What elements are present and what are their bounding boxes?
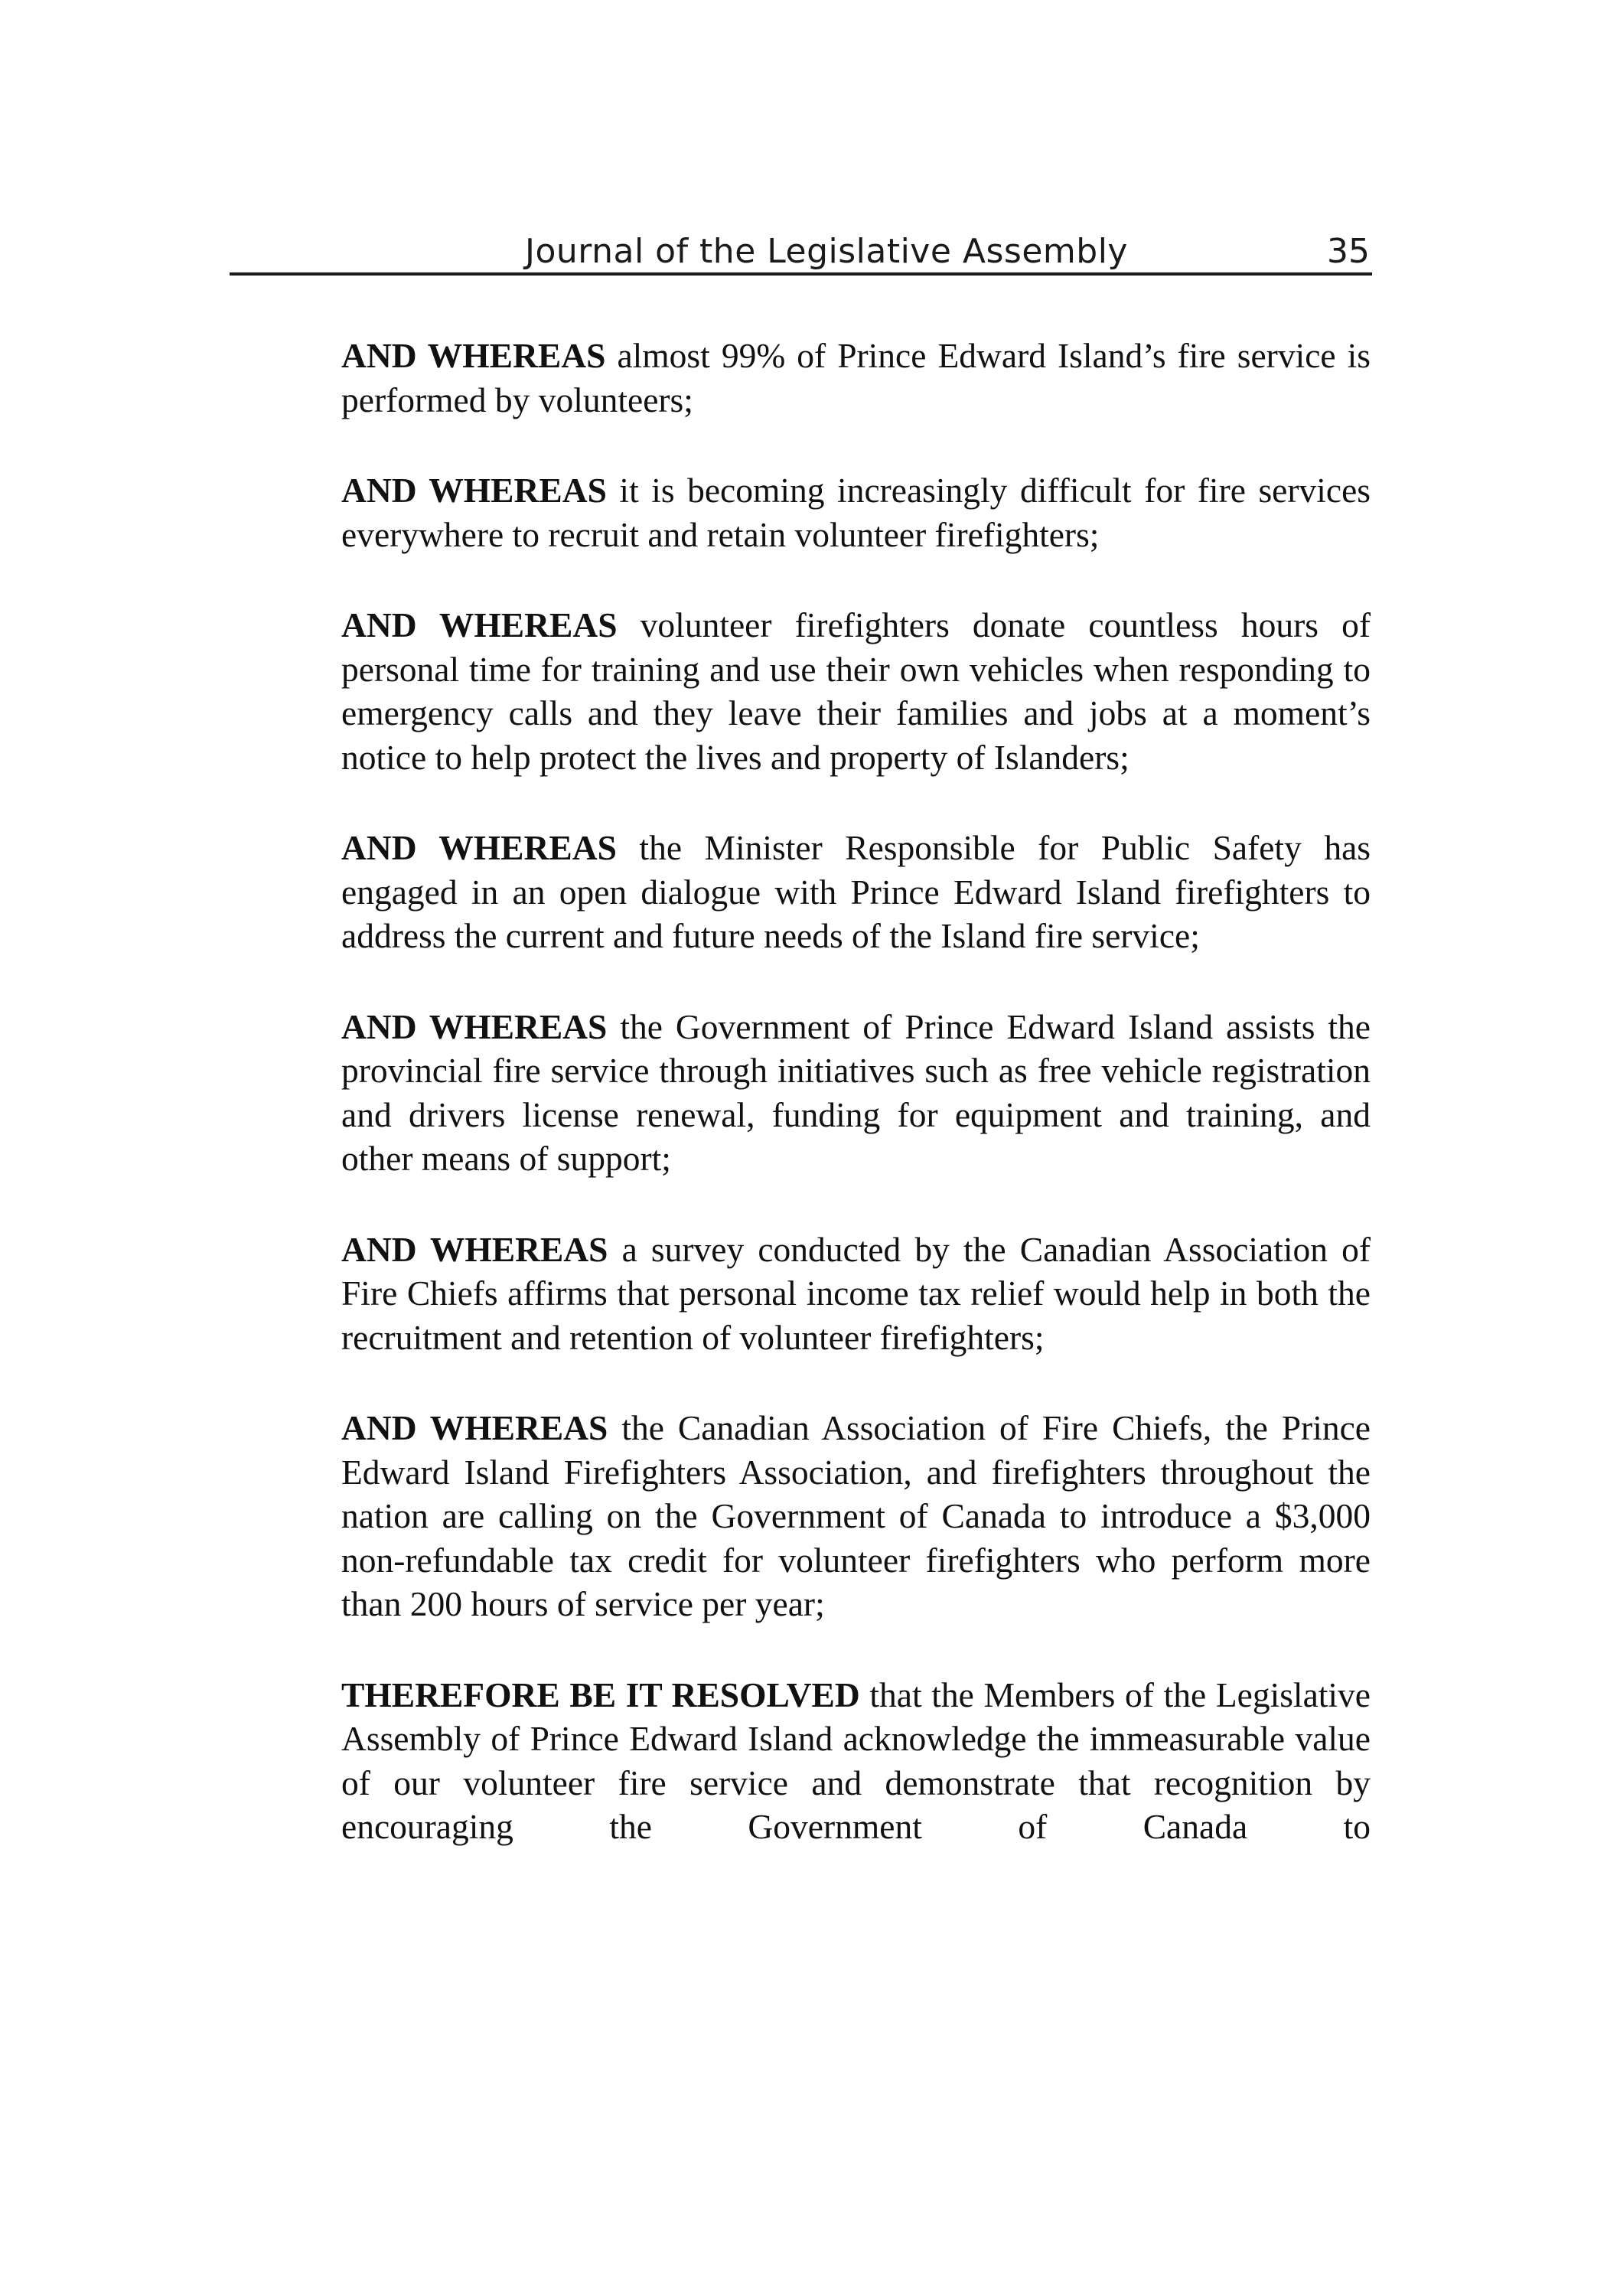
whereas-paragraph <box>341 1228 1371 1360</box>
paragraph-lead: AND WHEREAS <box>341 1408 608 1447</box>
whereas-paragraph <box>341 603 1371 779</box>
paragraph-text: the Minister Responsible for Public Safety has engaged in an open dialogue with Prince Edward Island firefighters to address the current and future needs of the Island fire service; <box>341 828 1371 955</box>
paragraph-lead: AND WHEREAS <box>341 1006 608 1046</box>
paragraph-lead: AND WHEREAS <box>341 828 617 867</box>
whereas-paragraph <box>341 334 1371 422</box>
paragraph-lead: THEREFORE BE IT RESOLVED <box>341 1675 860 1714</box>
paragraph-lead: AND WHEREAS <box>341 471 607 510</box>
journal-title: Journal of the Legislative Assembly <box>525 232 1128 271</box>
paragraph-text: it is becoming increasingly difficult for fire services everywhere to recruit and retain volunteer firefighters; <box>341 471 1371 554</box>
paragraph-text: a survey conducted by the Canadian Association of Fire Chiefs affirms that personal income tax relief would help in both the recruitment and retention of volunteer firefighters; <box>341 1229 1371 1357</box>
whereas-paragraph <box>341 1005 1371 1181</box>
whereas-paragraph <box>341 468 1371 556</box>
paragraph-text: the Canadian Association of Fire Chiefs, the Prince Edward Island Firefighters Association, and firefighters throughout the nation are calling on the Government of Canada to introduce a $3,000 non-refundable tax credit for volunteer firefighters who perform more than 200 hours of service per year; <box>341 1408 1371 1623</box>
paragraph-lead: AND WHEREAS <box>341 336 606 375</box>
paragraph-lead: AND WHEREAS <box>341 605 618 644</box>
paragraph-text: volunteer firefighters donate countless hours of personal time for training and use their own vehicles when responding to emergency calls and they leave their families and jobs at a moment’s notice to help protect the lives and property of Islanders; <box>341 605 1371 777</box>
header-rule <box>230 272 1372 276</box>
body-text <box>341 334 1371 1896</box>
resolution-paragraph <box>341 1673 1371 1849</box>
page-number: 35 <box>1327 232 1370 271</box>
whereas-paragraph <box>341 826 1371 958</box>
paragraph-text: almost 99% of Prince Edward Island’s fire service is performed by volunteers; <box>341 336 1371 419</box>
paragraph-text: the Government of Prince Edward Island assists the provincial fire service through initiatives such as free vehicle registration and drivers license renewal, funding for equipment and training, and other means of support; <box>341 1006 1371 1178</box>
running-header <box>230 228 1370 276</box>
paragraph-text: that the Members of the Legislative Assembly of Prince Edward Island acknowledge the immeasurable value of our volunteer fire service and demonstrate that recognition by encouraging the Government of Canada to <box>341 1675 1371 1846</box>
whereas-paragraph <box>341 1406 1371 1626</box>
paragraph-lead: AND WHEREAS <box>341 1229 608 1269</box>
